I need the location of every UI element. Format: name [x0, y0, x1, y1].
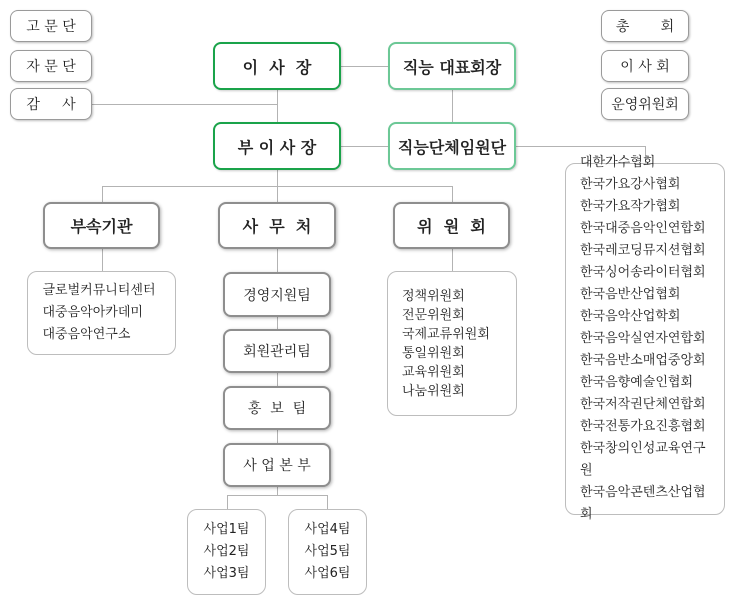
list-item: 한국음악산업학회 — [580, 309, 681, 324]
secretariat-box — [218, 202, 336, 249]
list-item: 한국저작권단체연합회 — [580, 397, 706, 412]
consulting-board-label: 자 문 단 — [26, 59, 76, 75]
chairman-label: 이 사 장 — [242, 57, 312, 77]
vice-chairman-box — [213, 122, 341, 170]
associations-list — [565, 155, 725, 522]
steering-committee-label: 운영위원회 — [611, 97, 679, 113]
advisory-board-box — [10, 10, 92, 42]
list-item: 한국창의인성교육연구원 — [580, 441, 706, 478]
team-label: 회원관리팀 — [243, 344, 311, 360]
list-item: 한국대중음악인연합회 — [580, 221, 706, 236]
pr-team-box — [223, 386, 331, 430]
list-item: 한국음향예술인협회 — [580, 375, 694, 390]
committee-box — [393, 202, 510, 249]
consulting-board-box — [10, 50, 92, 82]
steering-committee-box — [601, 88, 689, 120]
vocational-chair-label: 직능 대표회장 — [402, 57, 502, 77]
board-of-directors-label: 이 사 회 — [620, 59, 670, 75]
auditor-box — [10, 88, 92, 120]
connector — [227, 495, 228, 509]
list-item: 한국가요강사협회 — [580, 177, 681, 192]
list-item: 대중음악연구소 — [42, 327, 131, 342]
list-item: 사업2팀 — [203, 544, 250, 559]
team-label: 홍 보 팀 — [247, 401, 307, 417]
list-item: 나눔위원회 — [402, 383, 465, 399]
affiliated-institutions-box — [43, 202, 160, 249]
vocational-executives-box — [388, 122, 516, 170]
list-item: 대한가수협회 — [580, 155, 656, 170]
vocational-chair-box — [388, 42, 516, 90]
list-item: 한국가요작가협회 — [580, 199, 681, 214]
connector — [92, 104, 277, 105]
business-headquarters-box — [223, 443, 331, 487]
list-item: 대중음악아카데미 — [42, 305, 143, 320]
connector — [452, 249, 453, 271]
business-group-1-list — [187, 509, 266, 595]
connector — [452, 186, 453, 202]
board-of-directors-box — [601, 50, 689, 82]
connector — [341, 66, 388, 67]
affiliated-institutions-list — [27, 271, 176, 355]
general-assembly-label: 총 회 — [615, 19, 675, 35]
team-label: 경영지원팀 — [243, 287, 311, 304]
list-item: 글로벌커뮤니티센터 — [42, 283, 156, 298]
list-item: 사업1팀 — [203, 522, 250, 537]
management-support-team-box — [223, 272, 331, 317]
list-item: 한국음반산업협회 — [580, 287, 681, 302]
connector — [227, 495, 328, 496]
vocational-executives-label: 직능단체임원단 — [397, 137, 507, 157]
list-item: 정책위원회 — [402, 288, 465, 304]
list-item: 전문위원회 — [402, 307, 465, 323]
business-group-2-list — [288, 509, 367, 595]
list-item: 한국전통가요진흥협회 — [580, 419, 706, 434]
connector — [452, 90, 453, 122]
secretariat-label: 사 무 처 — [242, 217, 312, 236]
connector — [327, 495, 328, 509]
list-item: 통일위원회 — [402, 345, 465, 361]
chairman-box — [213, 42, 341, 90]
connector — [516, 146, 646, 147]
list-item: 한국음악콘텐츠산업협회 — [580, 485, 706, 522]
team-label: 사 업 본 부 — [243, 458, 311, 474]
committee-label: 위 원 회 — [417, 217, 486, 236]
committee-list — [387, 271, 517, 416]
list-item: 국제교류위원회 — [402, 326, 490, 342]
advisory-board-label: 고 문 단 — [26, 19, 76, 35]
list-item: 한국음악실연자연합회 — [580, 331, 706, 346]
list-item: 한국싱어송라이터협회 — [580, 265, 706, 280]
list-item: 사업6팀 — [304, 566, 351, 581]
affiliated-institutions-label: 부속기관 — [70, 217, 133, 236]
connector — [102, 186, 453, 187]
list-item: 한국레코딩뮤지션협회 — [580, 243, 706, 258]
member-management-team-box — [223, 329, 331, 373]
vice-chairman-label: 부 이 사 장 — [237, 137, 317, 157]
connector — [102, 249, 103, 271]
auditor-label: 감 사 — [26, 97, 76, 113]
list-item: 한국음반소매업중앙회 — [580, 353, 706, 368]
list-item: 사업5팀 — [304, 544, 351, 559]
general-assembly-box — [601, 10, 689, 42]
list-item: 교육위원회 — [402, 364, 465, 380]
connector — [277, 90, 278, 122]
connector — [102, 186, 103, 202]
connector — [341, 146, 388, 147]
list-item: 사업3팀 — [203, 566, 250, 581]
list-item: 사업4팀 — [304, 522, 351, 537]
